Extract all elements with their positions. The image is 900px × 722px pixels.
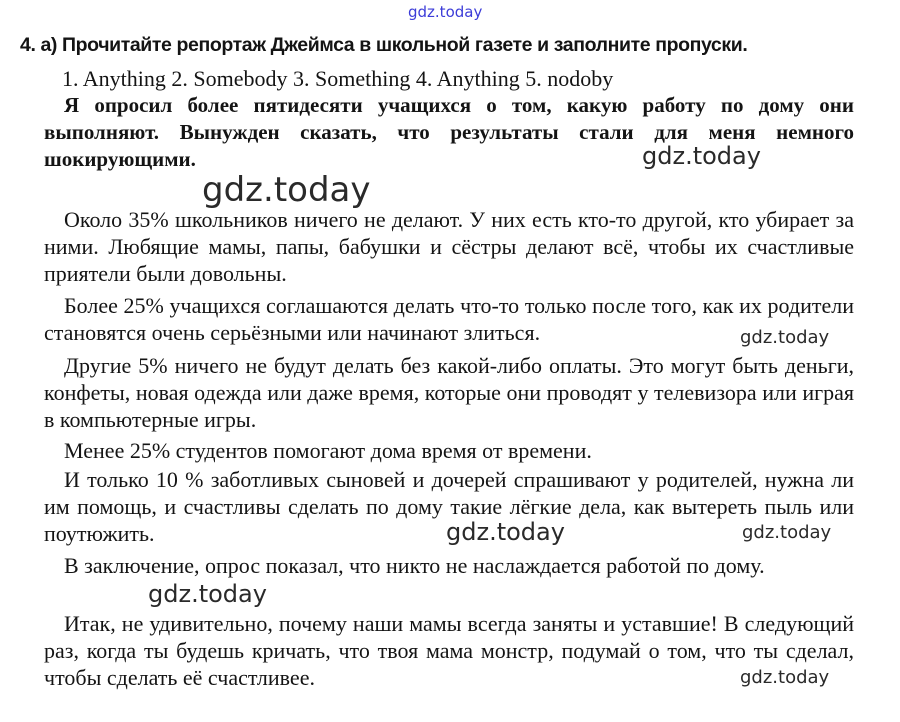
answer-key: 1. Anything 2. Somebody 3. Something 4. Anything 5. nodoby (62, 66, 614, 91)
watermark-medium-2: gdz.today (446, 518, 565, 546)
paragraph-conclusion: В заключение, опрос показал, что никто не наслаждается работой по дому. (64, 553, 765, 578)
watermark-small-1: gdz.today (740, 327, 830, 348)
task-heading: 4. а) Прочитайте репортаж Джеймса в школьной газете и заполните пропуски. (20, 34, 748, 56)
watermark-medium-3: gdz.today (148, 580, 267, 608)
paragraph-25-percent: Более 25% учащихся соглашаются делать что-то только после того, как их родители становятся очень серьёзными или начинают злиться. (44, 293, 854, 345)
watermark-large: gdz.today (202, 170, 371, 210)
paragraph-final: Итак, не удивительно, почему наши мамы всегда заняты и уставшие! В следующий раз, когда ты будешь кричать, что твоя мама монстр, подумай о том, что ты сделал, чтобы сделать её счастливее. (44, 611, 854, 690)
paragraph-less-25-percent: Менее 25% студентов помогают дома время от времени. (64, 438, 592, 463)
paragraph-5-percent: Другие 5% ничего не будут делать без какой-либо оплаты. Это могут быть деньги, конфеты, новая одежда или даже время, которые они проводят у телевизора или играя в компьютерные игры. (44, 353, 854, 432)
watermark-small-3: gdz.today (740, 667, 830, 688)
paragraph-10-percent: И только 10 % заботливых сыновей и дочерей спрашивают у родителей, нужна ли им помощь, и счастливы сделать по дому такие лёгкие дела, как вытереть пыль или поутюжить. (44, 467, 854, 546)
watermark-medium-1: gdz.today (642, 142, 761, 170)
paragraph-35-percent: Около 35% школьников ничего не делают. У них есть кто-то другой, кто убирает за ними. Любящие мамы, папы, бабушки и сёстры делают всё, чтобы их счастливые приятели были довольны. (44, 207, 854, 286)
paragraph-intro: Я опросил более пятидесяти учащихся о том, какую работу по дому они выполняют. Вынужден сказать, что результаты стали для меня немного шокирующими. (44, 93, 854, 171)
watermark-small-2: gdz.today (742, 522, 832, 543)
watermark-top: gdz.today (408, 3, 483, 21)
